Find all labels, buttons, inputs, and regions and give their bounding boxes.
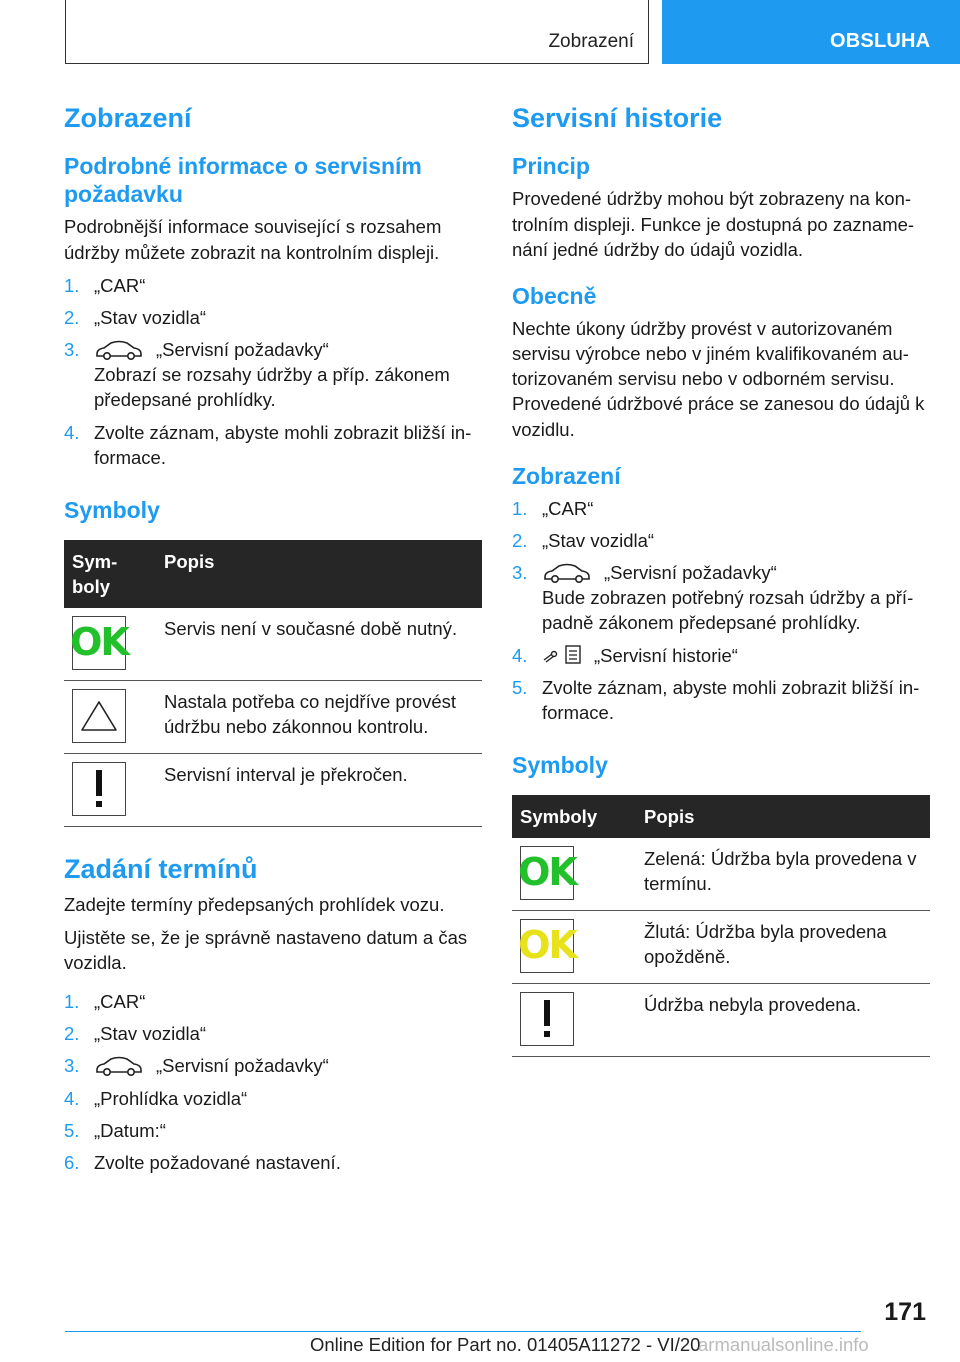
ok-green-icon: OK <box>520 846 574 900</box>
car-icon <box>542 562 592 584</box>
left-column <box>64 96 482 1187</box>
symbols-table <box>64 540 482 827</box>
principle-paragraph: Provedené údržby mohou být zobrazeny na kon-trolním displeji. Funkce je dostupná po zazname-nání jedné údržby do údajů vozidla. <box>512 188 915 260</box>
table-row: OK Servis není v současné době nutný. <box>64 608 482 681</box>
table-row: Servisní interval je překročen. <box>64 754 482 827</box>
table-header: Symboly <box>512 795 636 838</box>
list-item: 6. Zvolte požadované nastavení. <box>64 1151 341 1173</box>
footer-watermark: armanualsonline.info <box>698 1334 869 1355</box>
list-item: 2. „Stav vozidla“ <box>64 306 207 328</box>
service-history-icon <box>542 644 584 666</box>
list-item: 4. „Servisní historie“ <box>512 644 738 666</box>
list-item: 5. Zvolte záznam, abyste mohli zobrazit bližší in-formace. <box>512 676 920 723</box>
list-item: 1. „CAR“ <box>64 274 146 296</box>
list-item: 4. Zvolte záznam, abyste mohli zobrazit bližší in-formace. <box>64 421 472 468</box>
table-header: Popis <box>636 795 930 838</box>
appt-steps <box>64 989 482 1175</box>
table-row: Nastala potřeba co nejdříve provést údržbu nebo zákonnou kontrolu. <box>64 681 482 754</box>
warning-triangle-icon <box>72 689 126 743</box>
header-box <box>65 0 649 64</box>
footer-edition: Online Edition for Part no. 01405A11272 - VI/20 <box>310 1334 701 1355</box>
list-item: 2. „Stav vozidla“ <box>512 529 655 551</box>
subheading-display: Zobrazení <box>512 462 621 489</box>
exclamation-icon <box>520 992 574 1046</box>
section-heading-history: Servisní historie <box>512 103 723 133</box>
detail-steps <box>64 273 482 470</box>
exclamation-icon <box>72 762 126 816</box>
right-column <box>512 96 930 1057</box>
subheading-general: Obecně <box>512 282 597 309</box>
ok-yellow-icon: OK <box>520 919 574 973</box>
car-icon <box>94 339 144 361</box>
list-item: 4. „Prohlídka vozidla“ <box>64 1087 248 1109</box>
page-number: 171 <box>884 1298 926 1326</box>
table-header: Popis <box>156 540 482 608</box>
ok-green-icon: OK <box>72 616 126 670</box>
table-row: Údržba nebyla provedena. <box>512 984 930 1057</box>
detail-paragraph: Podrobnější informace související s rozsahem údržby můžete zobrazit na kontrolním displeji. <box>64 216 442 263</box>
general-paragraph-1: Nechte úkony údržby provést v autorizovaném servisu výrobce nebo v jiném kvalifikovaném au-torizovaném servisu nebo v odborném servisu. <box>512 317 909 390</box>
general-paragraph-2: Provedené údržbové práce se zanesou do údajů k vozidlu. <box>512 393 925 440</box>
header-chapter-tab: OBSLUHA <box>662 0 960 64</box>
list-item: 3. „Servisní požadavky“ Zobrazí se rozsahy údržby a příp. zákonem předepsané prohlídky. <box>64 339 450 411</box>
section-heading-appointments: Zadání termínů <box>64 854 258 885</box>
list-item: 5. „Datum:“ <box>64 1119 166 1141</box>
car-icon <box>94 1055 144 1077</box>
footer-divider <box>65 1331 861 1332</box>
appt-paragraph-1: Zadejte termíny předepsaných prohlídek vozu. <box>64 893 445 915</box>
subheading-principle: Princip <box>512 153 590 180</box>
list-item: 1. „CAR“ <box>64 991 146 1013</box>
symbols-table <box>512 795 930 1057</box>
section-heading-display: Zobrazení <box>64 103 192 133</box>
table-row: OK Zelená: Údržba byla provedena v termínu. <box>512 838 930 911</box>
header-section-title: Zobrazení <box>548 31 634 52</box>
table-header: Sym-boly <box>64 540 156 608</box>
subheading-symbols: Symboly <box>64 496 160 523</box>
list-item: 3. „Servisní požadavky“ Bude zobrazen potřebný rozsah údržby a pří-padně zákonem předepsané prohlídky. <box>512 562 914 634</box>
list-item: 3. „Servisní požadavky“ <box>64 1055 329 1077</box>
appt-paragraph-2: Ujistěte se, že je správně nastaveno datum a čas vozidla. <box>64 926 468 973</box>
display-steps <box>512 496 930 725</box>
list-item: 2. „Stav vozidla“ <box>64 1023 207 1045</box>
table-row: OK Žlutá: Údržba byla provedena opožděně. <box>512 911 930 984</box>
subheading-detail: Podrobné informace o servisním požadavku <box>64 153 422 208</box>
list-item: 1. „CAR“ <box>512 497 594 519</box>
subheading-symbols: Symboly <box>512 752 608 779</box>
